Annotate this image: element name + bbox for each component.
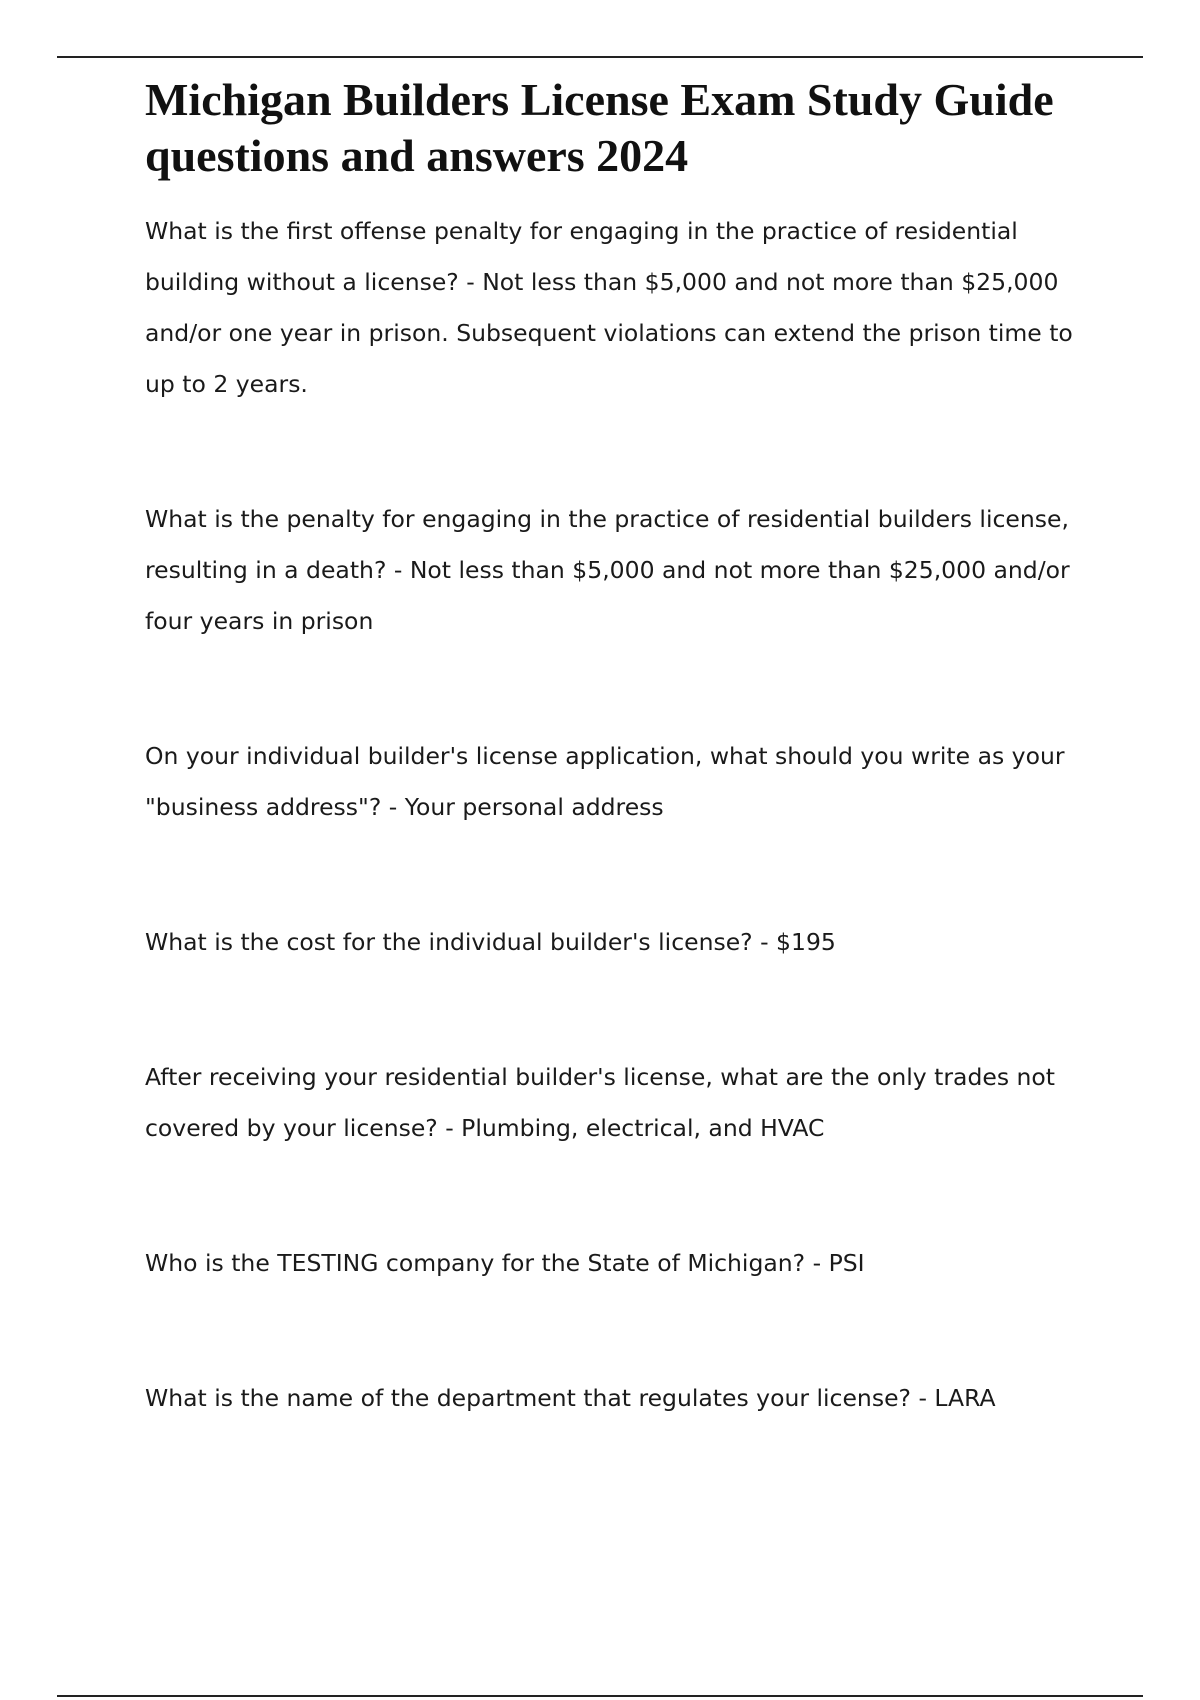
qa-entry-1: What is the first offense penalty for engaging in the practice of residential building without a license? - Not less than $5,000 and not more than $25,000 and/or one year in prison. Subsequent violations can extend the prison time to up to 2 years.	[145, 217, 1073, 398]
bottom-rule	[57, 1695, 1143, 1697]
qa-entry-2: What is the penalty for engaging in the practice of residential builders license, resulting in a death? - Not less than $5,000 and not more than $25,000 and/or four years in prison	[145, 505, 1070, 635]
top-rule	[57, 56, 1143, 58]
qa-entry-3: On your individual builder's license application, what should you write as your "business address"? - Your personal address	[145, 742, 1065, 821]
document-body	[145, 72, 1095, 1424]
qa-entry-5: After receiving your residential builder's license, what are the only trades not covered by your license? - Plumbing, electrical, and HVAC	[145, 1063, 1056, 1142]
qa-entry-6: Who is the TESTING company for the State of Michigan? - PSI	[145, 1249, 865, 1277]
qa-entry-7: What is the name of the department that regulates your license? - LARA	[145, 1384, 996, 1412]
qa-entry-4: What is the cost for the individual builder's license? - $195	[145, 928, 836, 956]
document-title: Michigan Builders License Exam Study Guide questions and answers 2024	[145, 74, 1054, 181]
